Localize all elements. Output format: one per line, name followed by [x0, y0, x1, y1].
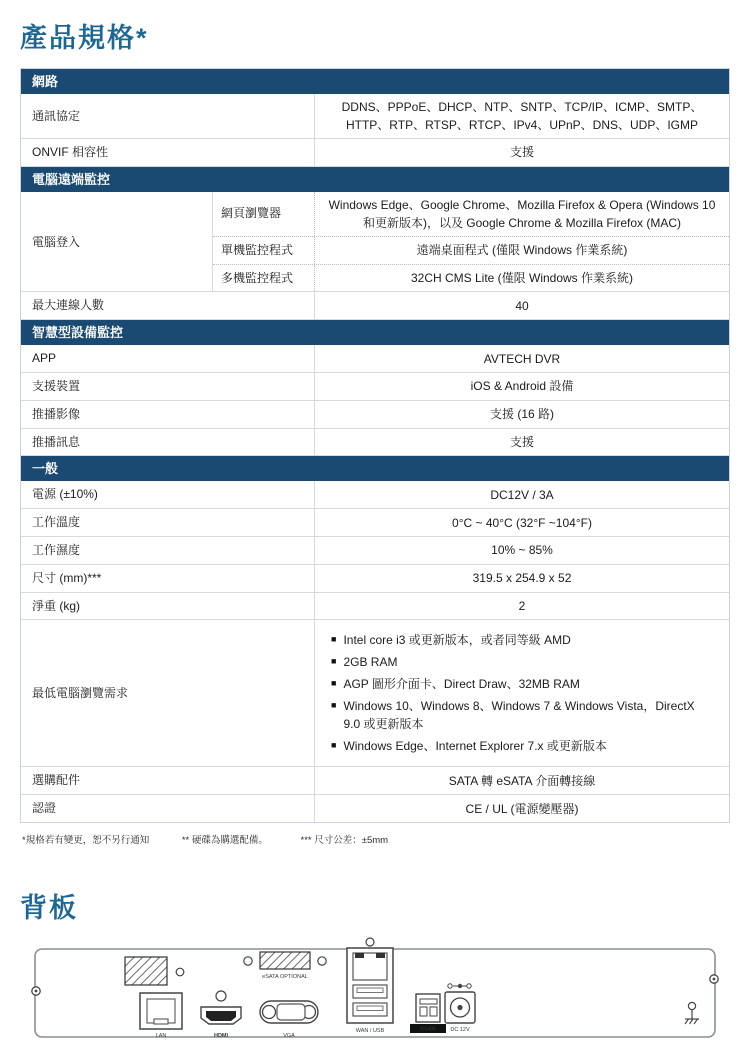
vga-port-icon [260, 1001, 318, 1023]
table-row [21, 794, 729, 822]
list-item [331, 631, 715, 649]
subrow-label: 單機監控程式 [213, 237, 315, 264]
section-header-pc-remote: 電腦遠端監控 [21, 167, 729, 192]
table-row-requirements [21, 619, 729, 766]
subrow-label: 多機監控程式 [213, 265, 315, 292]
row-label: 電源 (±10%) [21, 481, 315, 508]
list-item [331, 653, 715, 671]
requirement-text: 2GB RAM [343, 655, 398, 670]
wan-usb-label: WAN / USB [355, 1027, 385, 1034]
requirement-text: Intel core i3 或更新版本，或者同等級 AMD [343, 633, 571, 648]
rs485-label: RS485 [420, 1026, 436, 1033]
row-label: ONVIF 相容性 [21, 139, 315, 166]
row-label: APP [21, 345, 315, 372]
table-row [21, 400, 729, 428]
esata-label: eSATA OPTIONAL [262, 973, 308, 980]
footnote: *** 尺寸公差：±5mm [300, 834, 389, 846]
subrow-label: 網頁瀏覽器 [213, 192, 315, 236]
table-subrow [213, 192, 729, 236]
table-row [21, 292, 729, 319]
row-value: 支援 [509, 434, 534, 449]
row-label: 工作濕度 [21, 537, 315, 564]
back-panel-diagram [20, 935, 750, 1058]
bullet-square-icon: ■ [331, 678, 337, 689]
bullet-square-icon: ■ [331, 700, 337, 711]
section-network [21, 69, 729, 166]
row-value: AVTECH DVR [483, 351, 561, 366]
subrow-value: 遠端桌面程式 (僅限 Windows 作業系統) [416, 243, 628, 258]
row-value: DDNS、PPPoE、DHCP、NTP、SNTP、TCP/IP、ICMP、SMTP、HTTP、RTP、RTSP、RTCP、IPv4、UPnP、DNS、UDP、IGMP [341, 100, 703, 132]
footnotes [22, 832, 750, 846]
row-value: 319.5 x 254.9 x 52 [472, 571, 572, 586]
list-item [331, 737, 715, 755]
dc-12v-label: DC 12V [450, 1026, 470, 1033]
table-row [21, 94, 729, 138]
table-row [21, 481, 729, 508]
row-label: 淨重 (kg) [21, 593, 315, 620]
requirement-text: Windows Edge、Internet Explorer 7.x 或更新版本 [343, 739, 607, 754]
table-row [21, 564, 729, 592]
spec-sheet-page [0, 16, 750, 1039]
row-label: 認證 [21, 795, 315, 822]
requirements-list [315, 620, 729, 766]
table-row [21, 138, 729, 166]
row-label: 通訊協定 [21, 94, 315, 138]
group-label: 電腦登入 [21, 192, 213, 292]
row-value: 支援 [509, 145, 534, 160]
row-value: iOS & Android 設備 [470, 379, 574, 394]
section-general [21, 455, 729, 822]
requirement-text: AGP 圖形介面卡、Direct Draw、32MB RAM [343, 677, 580, 692]
page-title: 產品規格* [20, 23, 149, 53]
bullet-square-icon: ■ [331, 634, 337, 645]
back-panel-title: 背板 [20, 892, 78, 923]
vga-label: VGA [283, 1032, 295, 1039]
row-label: 工作溫度 [21, 509, 315, 536]
table-subrow [213, 236, 729, 264]
bullet-square-icon: ■ [331, 656, 337, 667]
table-subrow [213, 264, 729, 292]
screw-icon [32, 987, 40, 995]
row-label: 推播影像 [21, 401, 315, 428]
subrow-value: 32CH CMS Lite (僅限 Windows 作業系統) [410, 270, 634, 285]
lan-port-icon [140, 993, 182, 1029]
table-row [21, 592, 729, 620]
row-label: 選購配件 [21, 767, 315, 794]
list-item [331, 675, 715, 693]
list-item [331, 697, 715, 733]
row-label: 最低電腦瀏覽需求 [21, 620, 315, 766]
row-value: 支援 (16 路) [489, 407, 554, 422]
table-row [21, 766, 729, 794]
hdmi-label: HDMI [213, 1032, 229, 1039]
table-row [21, 345, 729, 372]
subrow-value: Windows Edge、Google Chrome、Mozilla Firefox & Opera (Windows 10 和更新版本)，以及 Google Chrome & Mozilla Firefox (MAC) [328, 197, 716, 230]
table-row [21, 372, 729, 400]
section-header-smart-device: 智慧型設備監控 [21, 320, 729, 345]
row-value: 0°C ~ 40°C (32°F ~104°F) [452, 515, 592, 530]
table-row [21, 536, 729, 564]
spec-table [20, 68, 730, 823]
row-value: 10% ~ 85% [491, 543, 553, 558]
footnote: ** 硬碟為購選配備。 [181, 834, 268, 846]
row-label: 支援裝置 [21, 373, 315, 400]
table-group-row [21, 192, 729, 292]
row-value: 40 [515, 298, 529, 313]
table-row [21, 508, 729, 536]
section-header-general: 一般 [21, 456, 729, 481]
back-panel-svg [20, 935, 730, 1053]
lan-label: LAN [155, 1032, 167, 1039]
section-smart-device [21, 319, 729, 455]
ethernet-usb-stack-icon [347, 938, 393, 1023]
row-label: 推播訊息 [21, 429, 315, 456]
row-label: 最大連線人數 [21, 292, 315, 319]
requirement-text: Windows 10、Windows 8、Windows 7 & Windows Vista，DirectX 9.0 或更新版本 [343, 699, 695, 732]
footnote: *規格若有變更，恕不另行通知 [22, 834, 150, 846]
bullet-square-icon: ■ [331, 740, 337, 751]
row-value: DC12V / 3A [490, 487, 554, 502]
table-row [21, 428, 729, 456]
row-value: 2 [518, 598, 526, 613]
section-pc-remote [21, 166, 729, 319]
section-header-network: 網路 [21, 69, 729, 94]
row-value: SATA 轉 eSATA 介面轉接線 [448, 773, 596, 788]
screw-icon [710, 975, 718, 983]
row-label: 尺寸 (mm)*** [21, 565, 315, 592]
row-value: CE / UL (電源變壓器) [465, 801, 579, 816]
